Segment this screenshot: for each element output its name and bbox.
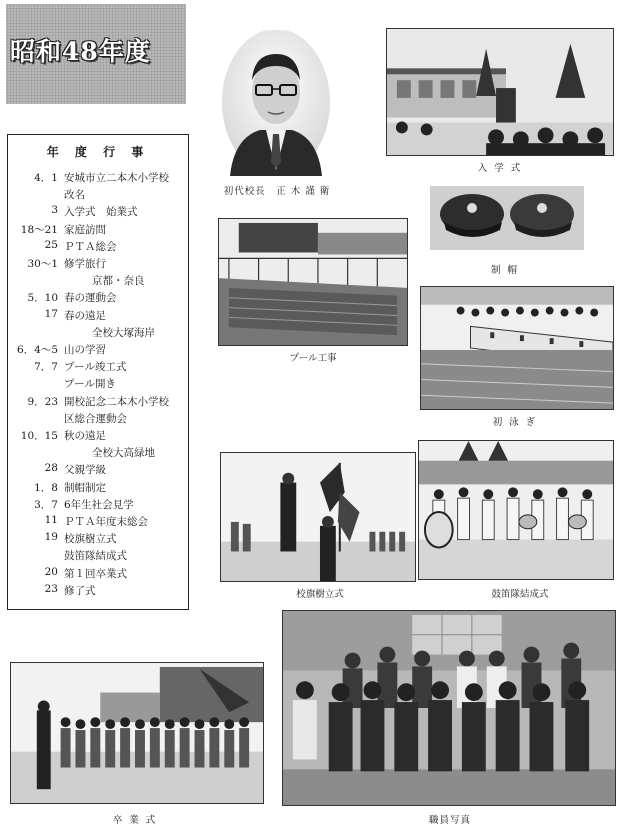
event-text: 家庭訪問 bbox=[64, 223, 106, 236]
event-text: 全校大高緑地 bbox=[92, 447, 155, 460]
event-text: プール竣工式 bbox=[64, 361, 127, 374]
event-date: 30～1 bbox=[27, 258, 58, 270]
event-text: 修学旅行 bbox=[64, 258, 106, 270]
event-date: 20 bbox=[44, 565, 58, 578]
event-date: 11 bbox=[44, 514, 58, 526]
event-text: 6年生社会見学 bbox=[64, 498, 134, 511]
event-text: 鼓笛隊結成式 bbox=[64, 550, 127, 563]
event-text: 安城市立二本木小学校 bbox=[64, 172, 169, 184]
event-date: 25 bbox=[44, 238, 58, 251]
event-date: 5．10 bbox=[27, 292, 58, 305]
events-heading: 年 度 行 事 bbox=[46, 145, 150, 159]
entrance-ceremony-photo bbox=[386, 28, 614, 156]
event-text: 区総合運動会 bbox=[64, 412, 127, 425]
page-title: 昭和48年度 bbox=[10, 37, 151, 66]
event-text: 全校大塚海岸 bbox=[92, 326, 155, 339]
event-text: 修了式 bbox=[64, 584, 96, 597]
flag-ceremony-caption: 校旗樹立式 bbox=[296, 589, 344, 600]
event-text: 山の学習 bbox=[64, 344, 106, 356]
first-swim-caption: 初 泳 ぎ bbox=[492, 417, 538, 428]
event-text: 校旗樹立式 bbox=[64, 533, 117, 546]
staff-photo-caption: 職員写真 bbox=[428, 815, 471, 826]
pool-construction-photo bbox=[218, 218, 408, 346]
event-text: 入学式 始業式 bbox=[64, 206, 138, 219]
event-date: 17 bbox=[44, 307, 58, 320]
event-date: 1．8 bbox=[34, 481, 58, 494]
event-date: 9．23 bbox=[27, 395, 58, 408]
flag-ceremony-photo bbox=[220, 452, 416, 582]
event-text: 京都・奈良 bbox=[92, 275, 145, 288]
event-text: 春の遠足 bbox=[64, 309, 106, 322]
school-cap-caption: 制 帽 bbox=[490, 265, 520, 276]
pool-construction-caption: プール工事 bbox=[289, 353, 337, 364]
school-cap-photo bbox=[430, 186, 584, 250]
event-date: 3 bbox=[51, 204, 58, 217]
drum-band-photo bbox=[418, 440, 614, 580]
event-date: 4．1 bbox=[34, 172, 58, 184]
event-text: 改名 bbox=[64, 189, 85, 202]
event-text: ＰＴＡ年度末総会 bbox=[64, 516, 148, 528]
event-text: 父親学級 bbox=[64, 464, 106, 477]
graduation-photo bbox=[10, 662, 264, 804]
graduation-caption: 卒 業 式 bbox=[112, 815, 158, 826]
event-text: ＰＴＡ総会 bbox=[64, 240, 117, 253]
event-date: 10．15 bbox=[20, 430, 58, 442]
entrance-ceremony-caption: 入 学 式 bbox=[477, 163, 523, 174]
principal-caption: 初代校長 正 木 謹 衛 bbox=[223, 186, 331, 197]
event-text: 制帽制定 bbox=[64, 481, 106, 494]
event-date: 18～21 bbox=[20, 223, 58, 236]
event-date: 3．7 bbox=[34, 498, 58, 511]
staff-photo bbox=[282, 610, 616, 806]
event-text: 第１回卒業式 bbox=[64, 567, 127, 580]
event-date: 6．4～5 bbox=[16, 344, 58, 356]
event-date: 7．7 bbox=[34, 361, 58, 374]
first-swim-photo bbox=[420, 286, 614, 410]
event-date: 19 bbox=[44, 531, 58, 544]
event-text: 開校記念二本木小学校 bbox=[64, 395, 169, 408]
event-date: 23 bbox=[44, 582, 58, 595]
event-text: 春の運動会 bbox=[64, 292, 117, 305]
principal-photo bbox=[222, 30, 330, 176]
event-text: プール開き bbox=[64, 378, 116, 391]
event-date: 28 bbox=[44, 462, 58, 475]
event-text: 秋の遠足 bbox=[64, 430, 106, 442]
drum-band-caption: 鼓笛隊結成式 bbox=[491, 589, 549, 600]
